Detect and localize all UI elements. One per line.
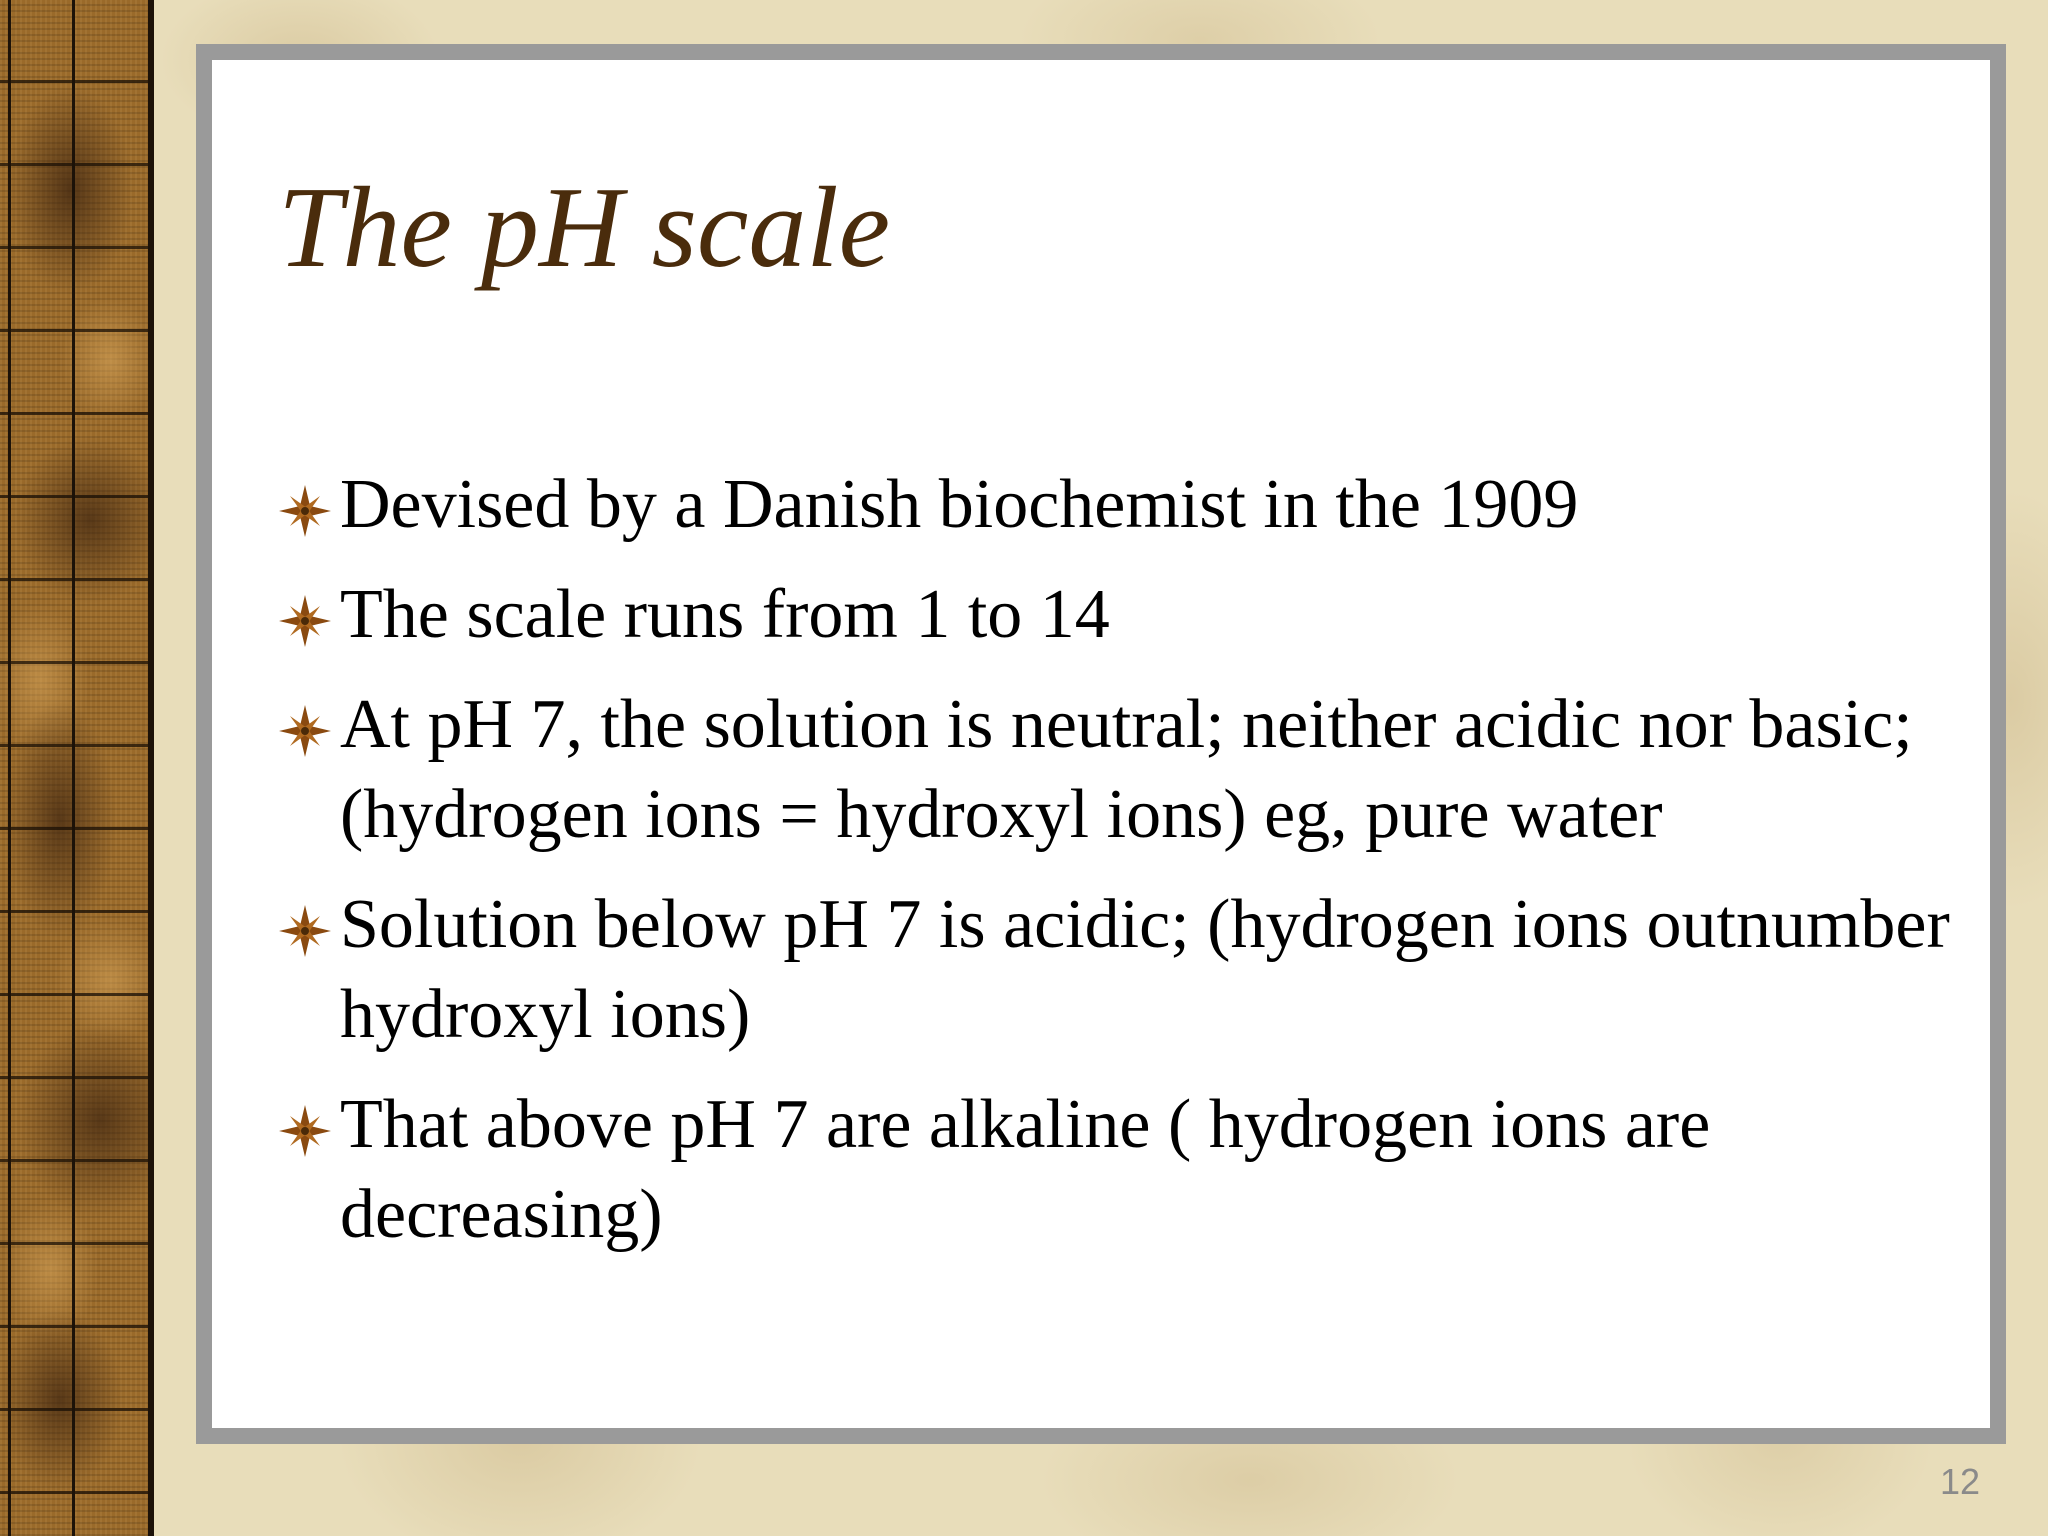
page-number: 12 (1939, 1461, 1980, 1502)
bullet-text: At pH 7, the solution is neutral; neither acidic nor basic; (hydrogen ions = hydroxyl ions) eg, pure water (340, 686, 1913, 853)
compass-star-icon (278, 704, 332, 758)
compass-star-icon (278, 904, 332, 958)
decorative-strip-line (72, 0, 75, 1536)
bullet-text: That above pH 7 are alkaline ( hydrogen ions are decreasing) (340, 1086, 1711, 1253)
decorative-strip-line (148, 0, 154, 1536)
bullet-item (278, 1080, 1958, 1260)
compass-star-icon (278, 594, 332, 648)
bullet-text: The scale runs from 1 to 14 (340, 576, 1110, 653)
bullet-item (278, 570, 1958, 660)
bullet-list (278, 460, 1958, 1280)
bullet-text: Solution below pH 7 is acidic; (hydrogen ions outnumber hydroxyl ions) (340, 886, 1950, 1053)
decorative-strip-line (8, 0, 11, 1536)
bullet-text: Devised by a Danish biochemist in the 1909 (340, 466, 1579, 543)
compass-star-icon (278, 1104, 332, 1158)
bullet-item (278, 460, 1958, 550)
compass-star-icon (278, 484, 332, 538)
slide-title: The pH scale (278, 164, 891, 292)
bullet-item (278, 680, 1958, 860)
bullet-item (278, 880, 1958, 1060)
slide-content-panel (196, 44, 2006, 1444)
decorative-strip-grid (0, 0, 154, 1536)
